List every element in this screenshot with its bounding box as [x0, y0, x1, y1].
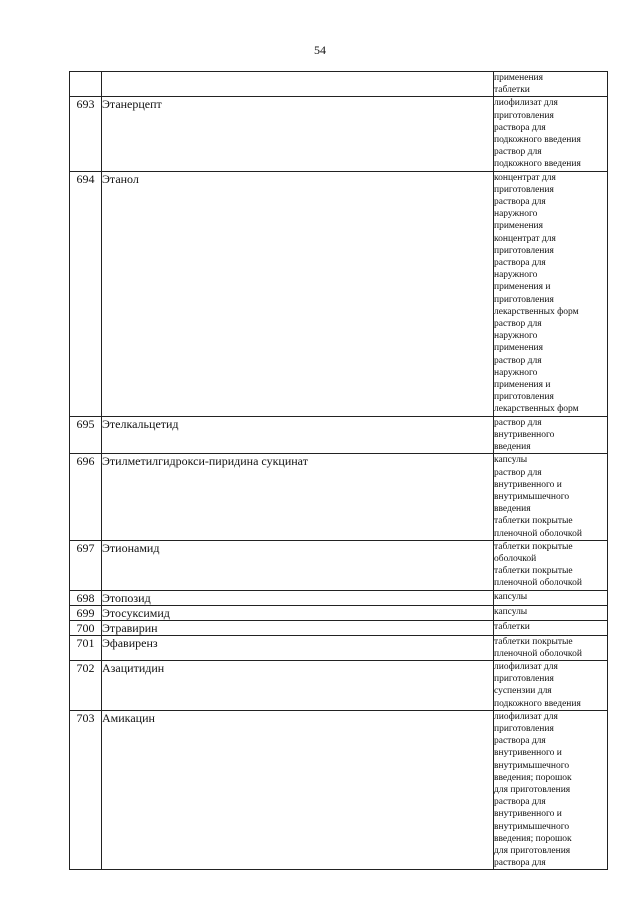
- table-row: [70, 605, 608, 620]
- page-number: 54: [314, 43, 326, 57]
- dosage-forms-cell: [494, 171, 608, 416]
- dosage-form-line: суспензии для: [494, 686, 552, 697]
- dosage-forms-cell: [494, 454, 608, 540]
- dosage-form-line: раствора для: [494, 122, 546, 133]
- dosage-form-line: введения; порошок: [494, 833, 572, 844]
- row-number-cell: 698: [70, 590, 102, 605]
- row-number-cell: 693: [70, 97, 102, 171]
- row-number-cell: 695: [70, 416, 102, 454]
- row-number-cell: 697: [70, 540, 102, 590]
- dosage-forms-cell: [494, 635, 608, 660]
- dosage-form-line: раствор для: [494, 147, 542, 158]
- drug-name-cell: Этилметилгидрокси-пиридина сукцинат: [102, 454, 494, 540]
- dosage-forms-cell: [494, 590, 608, 605]
- drug-name-cell: [102, 72, 494, 97]
- table-row: [70, 97, 608, 171]
- dosage-form-line: лекарственных форм: [494, 404, 579, 415]
- dosage-form-line: оболочкой: [494, 553, 537, 564]
- row-number-cell: 703: [70, 710, 102, 870]
- row-number-cell: [70, 72, 102, 97]
- dosage-form-line: раствор для: [494, 417, 542, 428]
- dosage-form-line: лиофилизат для: [494, 98, 558, 109]
- dosage-form-line: концентрат для: [494, 233, 556, 244]
- dosage-forms-cell: [494, 710, 608, 870]
- dosage-form-line: таблетки покрытые: [494, 566, 573, 577]
- dosage-form-line: внутривенного и: [494, 748, 562, 759]
- table-row: [70, 590, 608, 605]
- dosage-form-line: для приготовления: [494, 784, 571, 795]
- row-number-cell: 701: [70, 635, 102, 660]
- dosage-form-line: подкожного введения: [494, 135, 581, 146]
- dosage-form-line: применения: [494, 73, 543, 83]
- dosage-form-line: внутривенного и: [494, 479, 562, 490]
- dosage-form-line: приготовления: [494, 674, 554, 685]
- dosage-form-line: применения: [494, 221, 543, 232]
- dosage-form-line: введения: [494, 442, 531, 453]
- dosage-form-line: раствора для: [494, 797, 546, 808]
- dosage-form-line: капсулы: [494, 606, 528, 617]
- dosage-form-line: наружного: [494, 209, 538, 220]
- dosage-form-line: раствора для: [494, 197, 546, 208]
- drug-name-cell: Эфавиренз: [102, 635, 494, 660]
- dosage-form-line: раствора для: [494, 858, 546, 869]
- dosage-form-line: капсулы: [494, 455, 528, 466]
- dosage-form-line: для приготовления: [494, 845, 571, 856]
- drug-name-cell: Этионамид: [102, 540, 494, 590]
- dosage-form-line: лиофилизат для: [494, 711, 558, 722]
- dosage-form-line: раствор для: [494, 355, 542, 366]
- dosage-forms-cell: [494, 660, 608, 710]
- dosage-form-line: пленочной оболочкой: [494, 528, 582, 539]
- row-number-cell: 696: [70, 454, 102, 540]
- dosage-form-line: применения и: [494, 282, 551, 293]
- drug-name-cell: Этравирин: [102, 620, 494, 635]
- row-number-cell: 700: [70, 620, 102, 635]
- drug-name-cell: Этелкальцетид: [102, 416, 494, 454]
- dosage-forms-cell: [494, 540, 608, 590]
- dosage-forms-cell: [494, 97, 608, 171]
- table-row: [70, 710, 608, 870]
- dosage-form-line: таблетки покрытые: [494, 541, 573, 552]
- dosage-form-line: раствор для: [494, 319, 542, 330]
- dosage-form-line: таблетки покрытые: [494, 516, 573, 527]
- dosage-form-line: раствора для: [494, 736, 546, 747]
- dosage-form-line: таблетки покрытые: [494, 636, 573, 647]
- table-row: [70, 540, 608, 590]
- row-number-cell: 702: [70, 660, 102, 710]
- dosage-form-line: внутримышечного: [494, 821, 570, 832]
- dosage-forms-cell: [494, 620, 608, 635]
- dosage-form-line: капсулы: [494, 591, 528, 602]
- dosage-form-line: лиофилизат для: [494, 661, 558, 672]
- drug-name-cell: Амикацин: [102, 710, 494, 870]
- drug-name-cell: Азацитидин: [102, 660, 494, 710]
- table-row: [70, 416, 608, 454]
- dosage-form-line: таблетки: [494, 85, 530, 96]
- dosage-form-line: таблетки: [494, 621, 530, 632]
- dosage-form-line: приготовления: [494, 392, 554, 403]
- dosage-form-line: пленочной оболочкой: [494, 578, 582, 589]
- dosage-form-line: наружного: [494, 270, 538, 281]
- dosage-form-line: приготовления: [494, 723, 554, 734]
- dosage-form-line: применения и: [494, 380, 551, 391]
- table-row: [70, 620, 608, 635]
- dosage-forms-cell: [494, 72, 608, 97]
- drug-name-cell: Этосуксимид: [102, 605, 494, 620]
- dosage-form-line: введения; порошок: [494, 772, 572, 783]
- drug-table: [69, 71, 608, 870]
- drug-name-cell: Этопозид: [102, 590, 494, 605]
- dosage-form-line: концентрат для: [494, 172, 556, 183]
- drug-name-cell: Этанол: [102, 171, 494, 416]
- dosage-form-line: подкожного введения: [494, 159, 581, 170]
- dosage-form-line: внутримышечного: [494, 760, 570, 771]
- table-row: [70, 660, 608, 710]
- dosage-form-line: пленочной оболочкой: [494, 648, 582, 659]
- dosage-form-line: внутривенного: [494, 429, 555, 440]
- dosage-form-line: внутривенного и: [494, 809, 562, 820]
- dosage-form-line: приготовления: [494, 294, 554, 305]
- dosage-form-line: лекарственных форм: [494, 306, 579, 317]
- dosage-form-line: подкожного введения: [494, 698, 581, 709]
- table-row: [70, 635, 608, 660]
- dosage-form-line: приготовления: [494, 184, 554, 195]
- dosage-forms-cell: [494, 416, 608, 454]
- drug-name-cell: Этанерцепт: [102, 97, 494, 171]
- table-row: [70, 171, 608, 416]
- dosage-form-line: введения: [494, 504, 531, 515]
- dosage-form-line: приготовления: [494, 110, 554, 121]
- table-row: [70, 454, 608, 540]
- dosage-form-line: внутримышечного: [494, 491, 570, 502]
- table-body: [70, 72, 608, 870]
- row-number-cell: 694: [70, 171, 102, 416]
- table-row: [70, 72, 608, 97]
- dosage-form-line: раствора для: [494, 258, 546, 269]
- row-number-cell: 699: [70, 605, 102, 620]
- dosage-form-line: применения: [494, 343, 543, 354]
- dosage-forms-cell: [494, 605, 608, 620]
- dosage-form-line: наружного: [494, 367, 538, 378]
- dosage-form-line: наружного: [494, 331, 538, 342]
- dosage-form-line: приготовления: [494, 245, 554, 256]
- dosage-form-line: раствор для: [494, 467, 542, 478]
